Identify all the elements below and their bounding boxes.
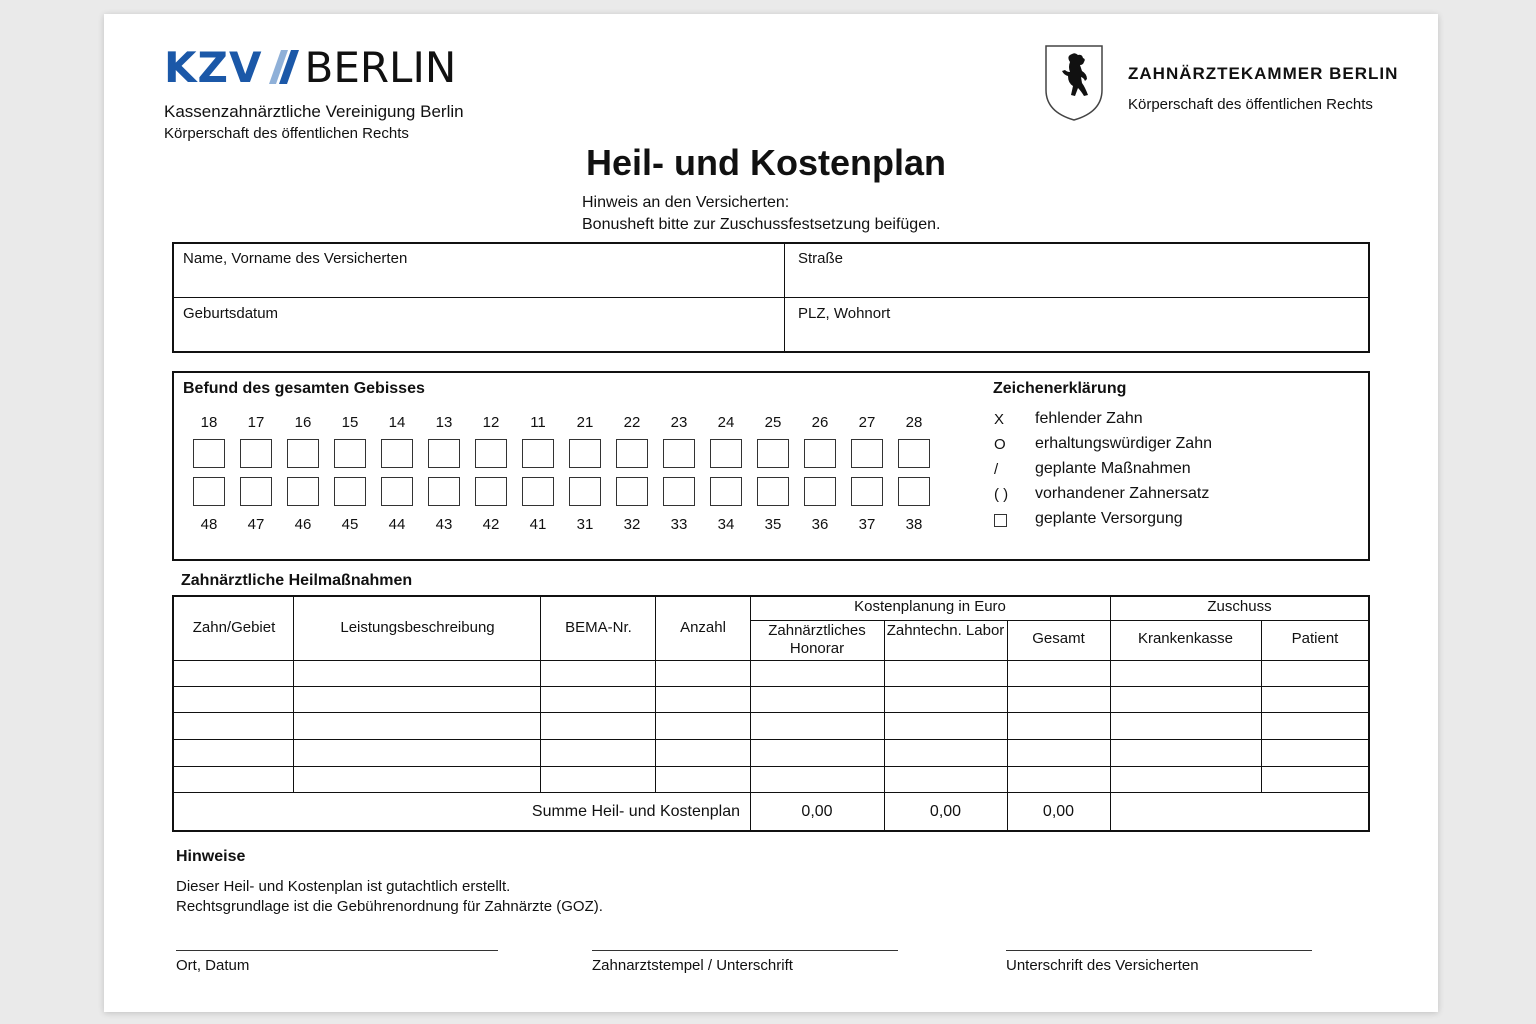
col-lab: Zahntechn. Labor [886,622,1005,639]
tooth-number: 44 [388,516,406,533]
patient-box-row-divider [173,297,1369,298]
tooth-box[interactable] [428,477,460,506]
page-title: Heil- und Kostenplan [586,142,946,183]
tooth-number: 25 [764,414,782,431]
tooth-box[interactable] [710,439,742,468]
tooth-box[interactable] [710,477,742,506]
col-bema: BEMA-Nr. [565,619,632,636]
dentist-signature-label: Zahnarztstempel / Unterschrift [592,957,793,974]
legend-symbol: ( ) [994,486,1009,503]
tooth-box[interactable] [522,477,554,506]
tooth-number: 12 [482,414,500,431]
tooth-box[interactable] [475,477,507,506]
notes-line-2: Rechtsgrundlage ist die Gebührenordnung für Zahnärzte (GOZ). [176,898,603,915]
zk-org-type: Körperschaft des öffentlichen Rechts [1128,96,1373,113]
name-field[interactable]: Name, Vorname des Versicherten [183,250,408,267]
treatment-title: Zahnärztliche Heilmaßnahmen [181,572,413,589]
row-divider [173,766,1369,767]
legend-symbol: X [994,411,1005,428]
notes-line-1: Dieser Heil- und Kostenplan ist gutachtlich erstellt. [176,878,511,895]
place-date-line[interactable] [176,950,498,951]
tooth-box[interactable] [804,439,836,468]
tooth-number: 41 [529,516,547,533]
tooth-box[interactable] [287,439,319,468]
tooth-box[interactable] [898,477,930,506]
header-divider [173,660,1369,661]
kzv-slashes-icon [265,46,301,88]
tooth-number: 16 [294,414,312,431]
kzv-logo-text: KZV [164,42,263,92]
tooth-box[interactable] [475,439,507,468]
tooth-number: 22 [623,414,641,431]
tooth-number: 27 [858,414,876,431]
tooth-box[interactable] [569,477,601,506]
tooth-box[interactable] [334,477,366,506]
col-tooth: Zahn/Gebiet [192,619,276,636]
place-date-label: Ort, Datum [176,957,250,974]
col-patient: Patient [1291,630,1339,647]
tooth-box[interactable] [522,439,554,468]
tooth-box[interactable] [663,477,695,506]
tooth-number: 43 [435,516,453,533]
tooth-number: 35 [764,516,782,533]
column-divider [750,595,751,831]
col-subsidy-group: Zuschuss [1207,598,1272,615]
kzv-org-type: Körperschaft des öffentlichen Rechts [164,125,409,142]
column-divider [1007,620,1008,831]
notes-title: Hinweise [176,848,246,865]
sum-label: Summe Heil- und Kostenplan [531,803,740,820]
col-insurance: Krankenkasse [1137,630,1234,647]
tooth-number: 17 [247,414,265,431]
tooth-number: 36 [811,516,829,533]
tooth-number: 13 [435,414,453,431]
column-divider [884,620,885,831]
tooth-box[interactable] [851,439,883,468]
tooth-number: 38 [905,516,923,533]
tooth-box[interactable] [804,477,836,506]
notice-line-2: Bonusheft bitte zur Zuschussfestsetzung beifügen. [582,216,941,233]
zk-name: ZAHNÄRZTEKAMMER BERLIN [1128,64,1399,83]
notice-line-1: Hinweis an den Versicherten: [582,194,790,211]
group-header-divider [750,620,1369,621]
legend-label: vorhandener Zahnersatz [1035,485,1210,502]
tooth-number: 11 [530,414,546,431]
sum-divider [173,792,1369,793]
dentist-signature-line[interactable] [592,950,898,951]
legend-title: Zeichenerklärung [993,380,1127,397]
tooth-box[interactable] [851,477,883,506]
col-cost-group: Kostenplanung in Euro [854,598,1006,615]
legend-label: geplante Maßnahmen [1035,460,1191,477]
tooth-box[interactable] [898,439,930,468]
tooth-number: 45 [341,516,359,533]
tooth-box[interactable] [757,439,789,468]
tooth-number: 32 [623,516,641,533]
row-divider [173,739,1369,740]
tooth-box[interactable] [616,477,648,506]
kzv-logo-city: BERLIN [304,42,457,92]
tooth-number: 48 [200,516,218,533]
col-total: Gesamt [1032,630,1085,647]
row-divider [173,686,1369,687]
tooth-box[interactable] [240,439,272,468]
tooth-number: 24 [717,414,735,431]
tooth-number: 21 [576,414,594,431]
tooth-box[interactable] [287,477,319,506]
form-sheet [104,14,1438,1012]
legend-label: geplante Versorgung [1035,510,1183,527]
tooth-number: 31 [576,516,594,533]
tooth-box[interactable] [381,439,413,468]
legend-label: fehlender Zahn [1035,410,1143,427]
city-field[interactable]: PLZ, Wohnort [798,305,891,322]
tooth-number: 33 [670,516,688,533]
tooth-box[interactable] [193,477,225,506]
tooth-box[interactable] [240,477,272,506]
legend-symbol: / [994,461,999,478]
insured-signature-label: Unterschrift des Versicherten [1006,957,1199,974]
tooth-box[interactable] [193,439,225,468]
tooth-number: 34 [717,516,735,533]
tooth-number: 15 [341,414,359,431]
tooth-number: 47 [247,516,265,533]
col-fee: Zahnärztliches Honorar [768,622,866,657]
insured-signature-line[interactable] [1006,950,1312,951]
tooth-box[interactable] [381,477,413,506]
tooth-box[interactable] [663,439,695,468]
sum-fee: 0,00 [801,803,833,820]
tooth-number: 28 [905,414,923,431]
dental-chart-title: Befund des gesamten Gebisses [183,380,425,397]
tooth-box[interactable] [569,439,601,468]
tooth-box[interactable] [757,477,789,506]
tooth-number: 18 [200,414,218,431]
tooth-number: 14 [388,414,406,431]
row-divider [173,712,1369,713]
legend-symbol: O [994,436,1006,453]
tooth-number: 37 [858,516,876,533]
tooth-box[interactable] [428,439,460,468]
tooth-box[interactable] [334,439,366,468]
sum-lab: 0,00 [929,803,962,820]
berlin-bear-shield-icon [1044,44,1104,122]
street-field[interactable]: Straße [798,250,844,267]
sum-total: 0,00 [1042,803,1075,820]
kzv-logo [164,42,456,92]
tooth-number: 42 [482,516,500,533]
col-description: Leistungsbeschreibung [340,619,495,636]
kzv-org-name: Kassenzahnärztliche Vereinigung Berlin [164,102,464,121]
tooth-number: 46 [294,516,312,533]
tooth-box[interactable] [616,439,648,468]
legend-label: erhaltungswürdiger Zahn [1035,435,1212,452]
legend-box-icon [994,514,1007,527]
col-count: Anzahl [680,619,726,636]
birthdate-field[interactable]: Geburtsdatum [183,305,279,322]
tooth-number: 23 [670,414,688,431]
tooth-number: 26 [811,414,829,431]
